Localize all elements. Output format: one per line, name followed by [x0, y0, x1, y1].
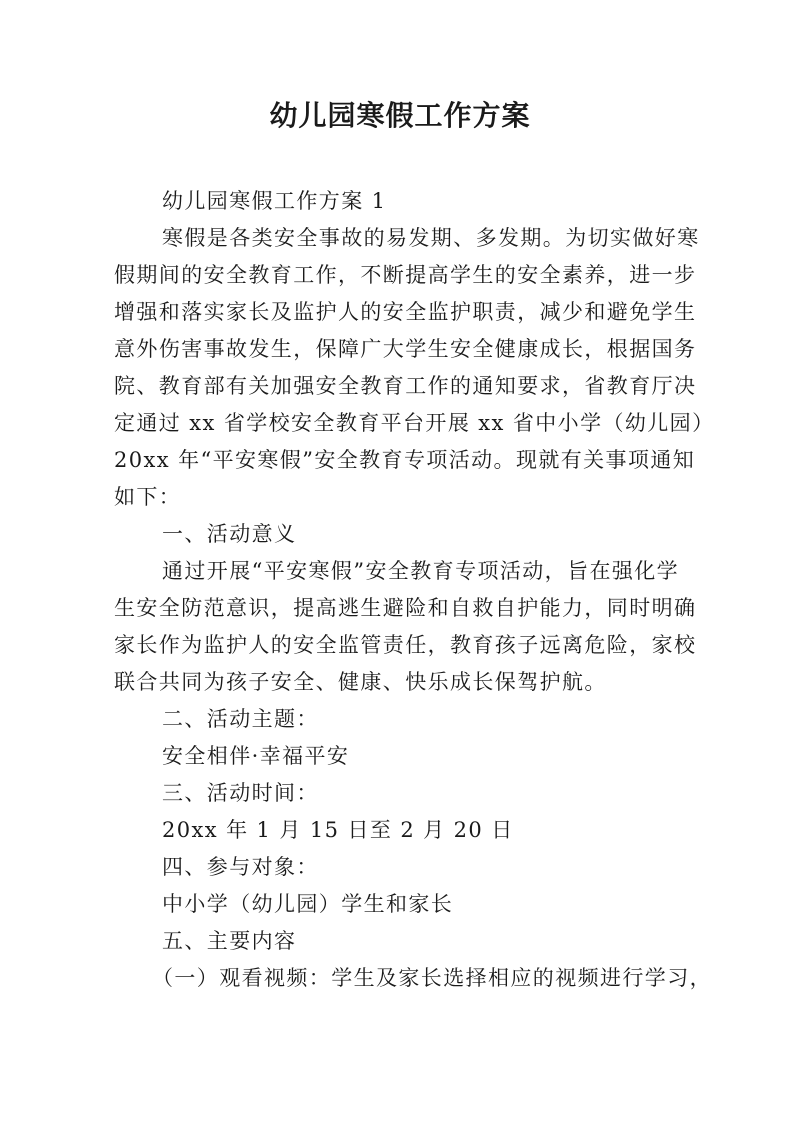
paragraph-intro-line-1: 寒假是各类安全事故的易发期、多发期。为切实做好寒	[162, 226, 700, 250]
section-heading-time: 三、活动时间：	[162, 781, 319, 805]
document-title: 幼儿园寒假工作方案	[269, 99, 531, 132]
paragraph-significance-line-4: 联合共同为孩子安全、健康、快乐成长保驾护航。	[114, 670, 607, 694]
paragraph-intro-line-7: 20xx 年“平安寒假”安全教育专项活动。现就有关事项通知	[114, 448, 696, 472]
document-body	[114, 183, 715, 997]
section-heading-theme: 二、活动主题：	[162, 707, 319, 731]
theme-text: 安全相伴·幸福平安	[162, 744, 350, 768]
section-heading-content: 五、主要内容	[162, 929, 297, 953]
section-heading-significance: 一、活动意义	[162, 522, 297, 546]
paragraph-intro-line-8: 如下：	[114, 485, 182, 509]
section-heading-participants: 四、参与对象：	[162, 855, 319, 879]
paragraph-significance-line-2: 生安全防范意识，提高逃生避险和自救自护能力，同时明确	[114, 596, 697, 620]
paragraph-intro-line-6: 定通过 xx 省学校安全教育平台开展 xx 省中小学（幼儿园）	[114, 411, 715, 435]
time-text: 20xx 年 1 月 15 日至 2 月 20 日	[162, 818, 514, 842]
content-item-1-text: （一）观看视频：学生及家长选择相应的视频进行学习，	[152, 966, 712, 990]
section-heading-plan-1: 幼儿园寒假工作方案 1	[162, 189, 387, 213]
paragraph-significance-line-1: 通过开展“平安寒假”安全教育专项活动，旨在强化学	[162, 559, 680, 583]
paragraph-intro-line-4: 意外伤害事故发生，保障广大学生安全健康成长，根据国务	[114, 337, 697, 361]
paragraph-intro-line-2: 假期间的安全教育工作，不断提高学生的安全素养，进一步	[114, 263, 697, 287]
paragraph-significance-line-3: 家长作为监护人的安全监管责任，教育孩子远离危险，家校	[114, 633, 697, 657]
paragraph-intro-line-5: 院、教育部有关加强安全教育工作的通知要求，省教育厅决	[114, 374, 697, 398]
paragraph-intro-line-3: 增强和落实家长及监护人的安全监护职责，减少和避免学生	[114, 300, 697, 324]
participants-text: 中小学（幼儿园）学生和家长	[162, 892, 454, 916]
